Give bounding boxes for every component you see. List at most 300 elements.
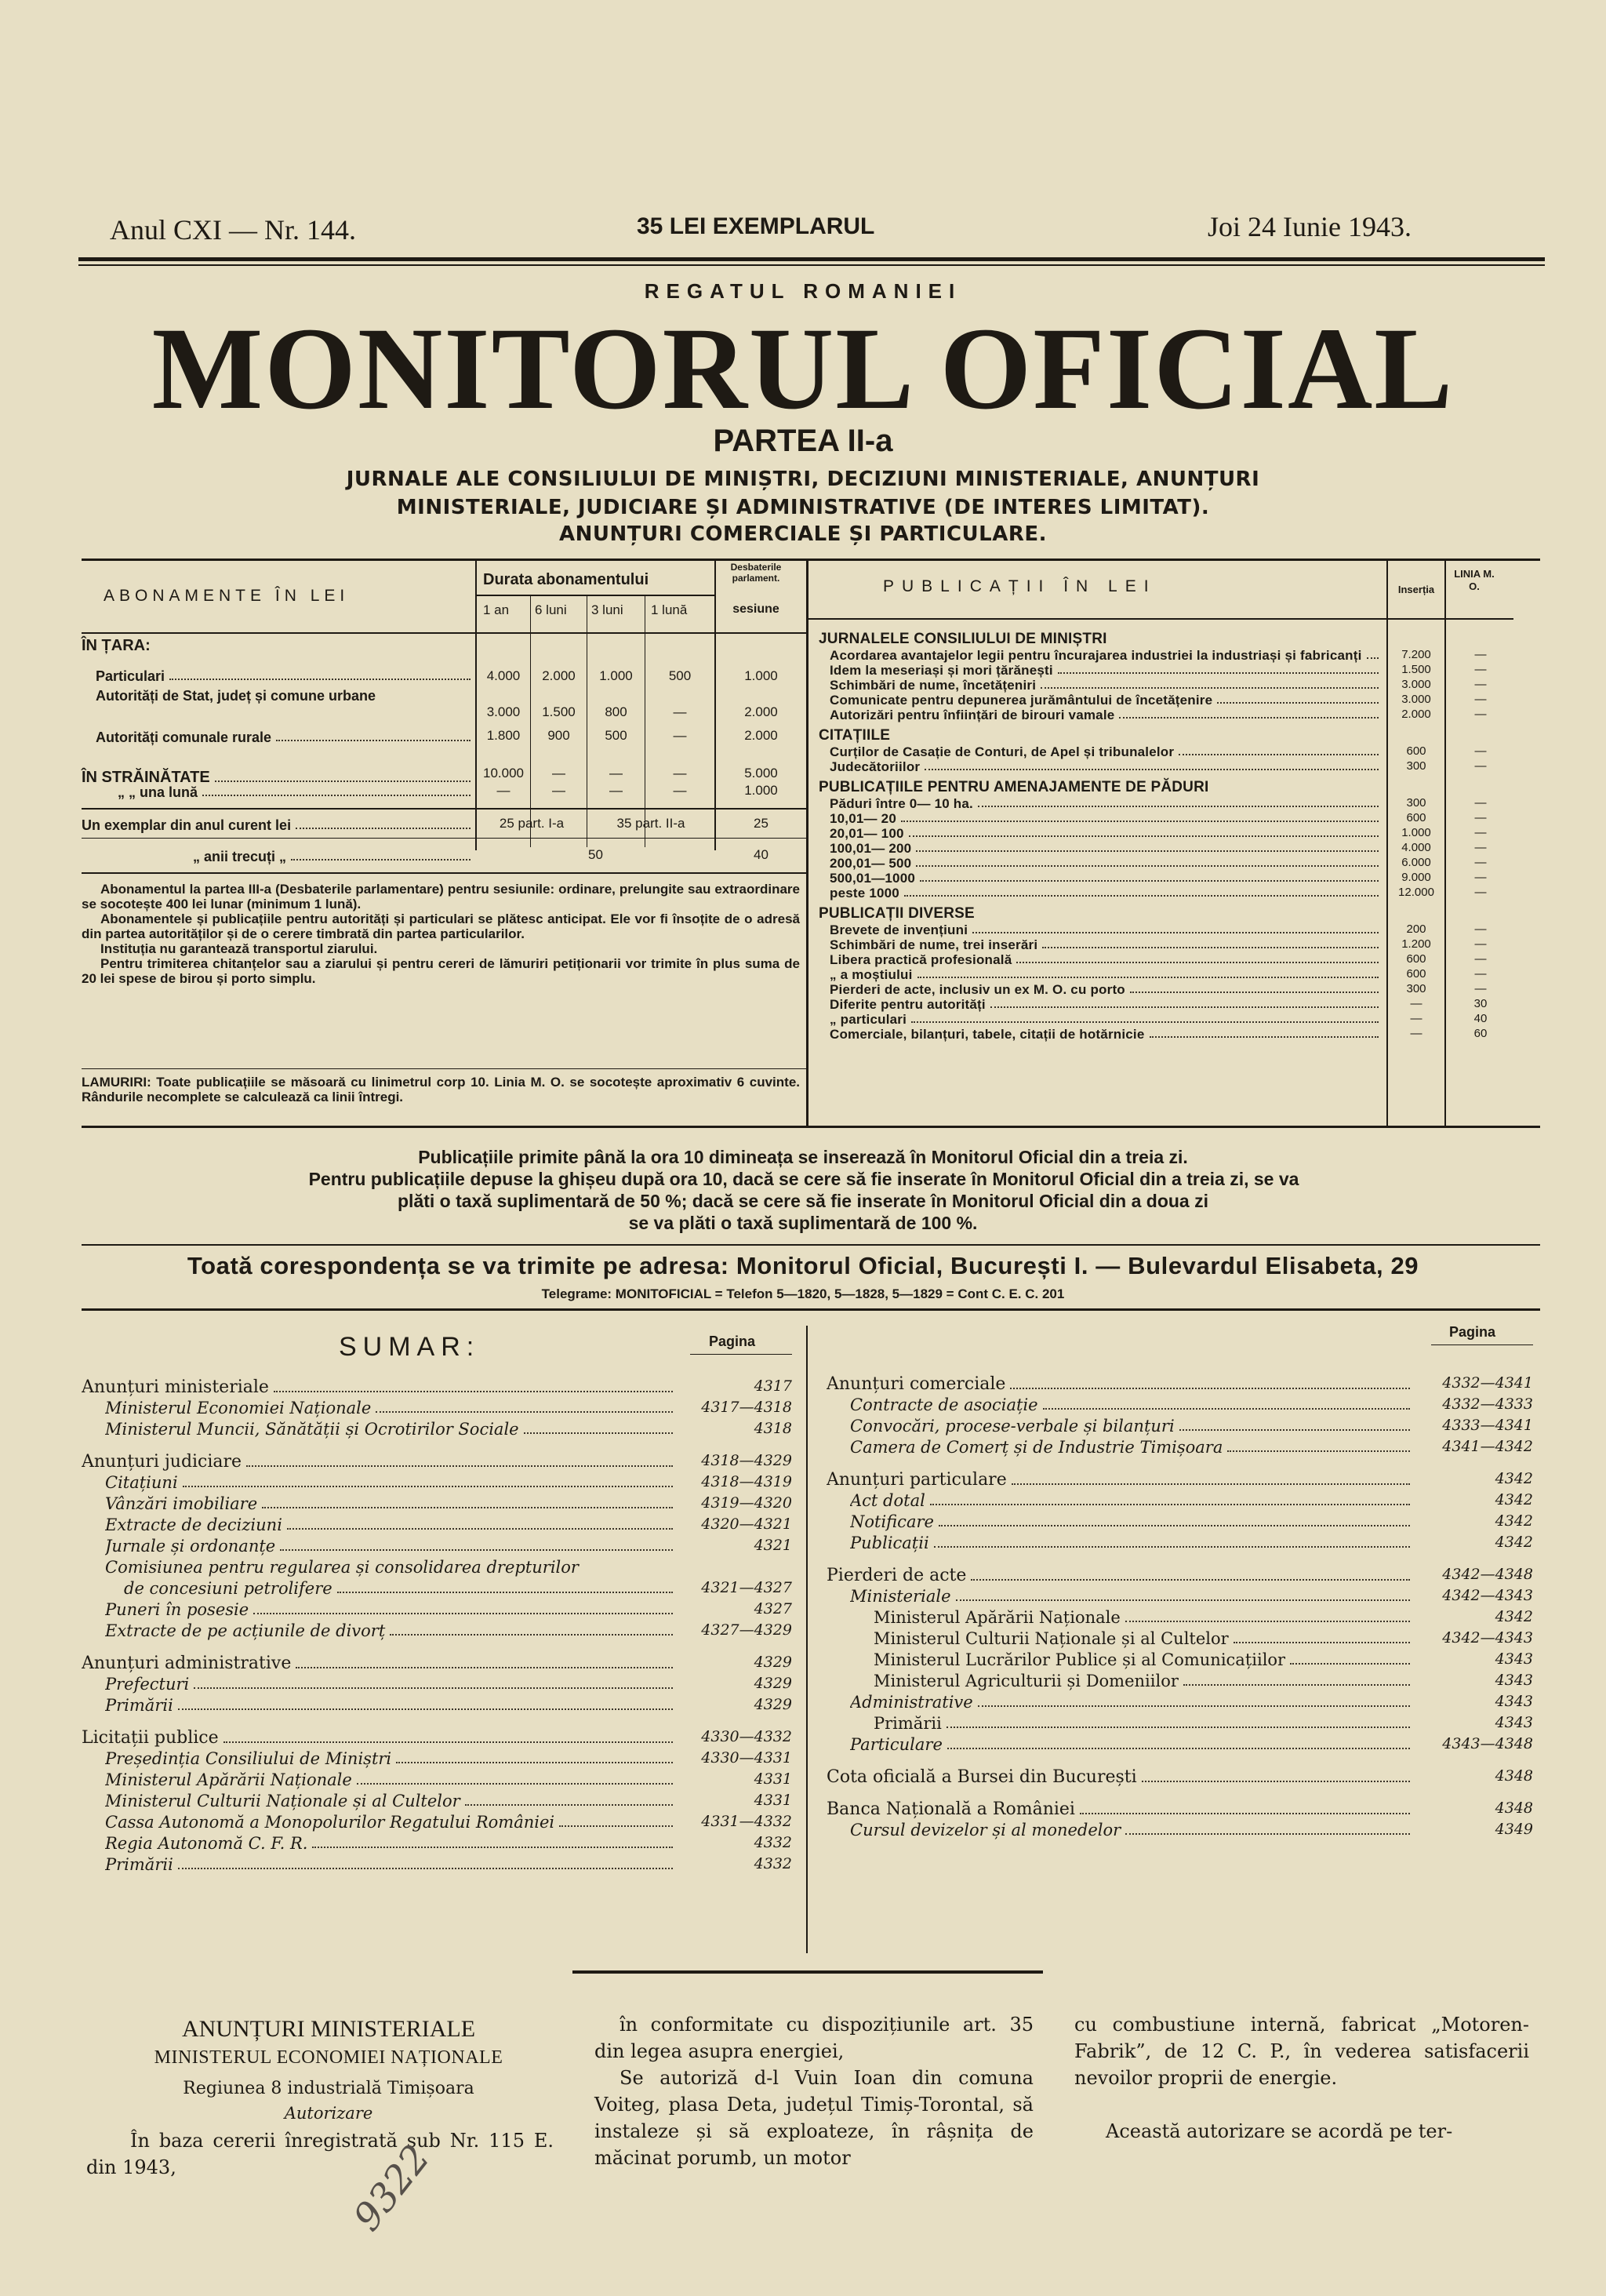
summary-entry-label: Extracte de pe acțiunile de divorț [105,1621,386,1640]
summary-entry [105,1675,678,1694]
pub-item-label: 200,01— 500 [830,856,912,871]
pub-insertia-value: 600 [1406,811,1426,824]
summary-entry-label: Primării [105,1696,173,1715]
summary-page-number: 4343 [1495,1672,1533,1689]
summary-entry [105,1696,678,1715]
summary-page-number: 4318—4319 [701,1473,792,1490]
pub-linia-value: — [1474,678,1487,691]
pub-linia-value: — [1474,937,1487,951]
summary-page-number: 4342—4348 [1442,1566,1533,1583]
summary-entry-label: Ministerul Culturii Naționale și al Cultelor [105,1792,460,1810]
summary-entry [105,1420,678,1439]
summary-entry-label: Cursul devizelor și al monedelor [850,1821,1121,1839]
pub-item [830,871,1383,886]
pub-insertia-value: 1.000 [1401,826,1431,839]
pub-item [830,886,1383,901]
pub-linia-value: — [1474,841,1487,854]
subs-cell: — [673,766,687,780]
summary-entry-label: Anunțuri administrative [82,1654,292,1673]
pub-item [830,856,1383,871]
summary-entry [850,1534,1415,1552]
summary-entry [105,1813,678,1832]
pub-item [830,796,1383,812]
summary-entry-label: Ministerul Culturii Naționale și al Cultelor [874,1629,1229,1648]
publications-header: PUBLICAȚII ÎN LEI [883,577,1157,595]
summary-entry [124,1579,678,1598]
summary-entry [105,1558,678,1577]
pub-section-title: JURNALELE CONSILIULUI DE MINIȘTRI [819,631,1107,647]
summary-entry-label: Publicații [850,1534,929,1552]
subs-cell: 10.000 [483,766,524,780]
summary-entry [850,1512,1415,1531]
pub-linia-value: — [1474,663,1487,676]
summary-entry [105,1792,678,1810]
correspondence-address: Toată corespondența se va trimite pe adresa: Monitorul Oficial, București I. — Bulevardul Elisabeta, 29 [187,1252,1419,1279]
summary-entry-label: Ministerul Apărării Naționale [874,1608,1121,1627]
pub-item-label: Diferite pentru autorități [830,997,986,1012]
section-divider [572,1970,1043,1974]
summary-page-number: 4348 [1495,1767,1533,1785]
summary-page-number: 4320—4321 [701,1516,792,1533]
summary-page-number: 4349 [1495,1821,1533,1838]
pub-item [830,841,1383,857]
pub-item-label: „ a moștiului [830,967,913,982]
article-col3b: Această autorizare se acordă pe ter- [1106,2120,1453,2142]
article-region: Regiunea 8 industrială Timișoara [183,2079,474,2098]
telegrams-line: Telegrame: MONITOFICIAL = Telefon 5—1820, 5—1828, 5—1829 = Cont C. E. C. 201 [541,1286,1065,1301]
summary-entry-label: Ministerul Agriculturii și Domeniilor [874,1672,1179,1690]
pub-linia-value: — [1474,708,1487,721]
summary-page-number: 4331 [754,1770,792,1788]
subs-row-autoritati: Autorități de Stat, județ și comune urbane [96,688,376,704]
summary-entry-label: Comisiunea pentru regularea și consolidarea drepturilor [105,1558,579,1577]
subs-cell: — [673,704,687,719]
pub-item [830,982,1383,998]
pub-item [830,708,1383,723]
summary-page-number: 4329 [754,1675,792,1692]
summary-title: SUMAR: [339,1332,481,1362]
summary-entry [105,1749,678,1768]
summary-page-number: 4348 [1495,1799,1533,1817]
pub-linia-value: 40 [1473,1012,1488,1025]
pub-item-label: Schimbări de nume, trei inserări [830,937,1038,952]
summary-entry [874,1672,1415,1690]
pub-section-title: PUBLICAȚIILE PENTRU AMENAJAMENTE DE PĂDURI [819,779,1209,795]
summary-entry [82,1728,678,1748]
pub-item-label: Judecătoriilor [830,759,921,774]
pub-insertia-value: 9.000 [1401,871,1431,884]
summary-entry-label: Anunțuri comerciale [827,1374,1006,1394]
pub-item-label: peste 1000 [830,886,899,901]
summary-page-number: 4342—4343 [1442,1629,1533,1646]
pub-insertia-value: 600 [1406,952,1426,966]
issue-number: Anul CXI — Nr. 144. [110,214,356,246]
subs-cell: — [673,783,687,798]
subscriptions-header: ABONAMENTE ÎN LEI [104,587,350,605]
pub-item [830,952,1383,968]
summary-entry-label: Act dotal [850,1491,925,1510]
summary-entry [850,1821,1415,1839]
handwritten-number: 9322 [345,2136,439,2240]
pub-item-label: 100,01— 200 [830,841,912,856]
pub-insertia-value: 6.000 [1401,856,1431,869]
pub-item [830,648,1383,664]
pub-item-label: 500,01—1000 [830,871,916,886]
pub-item-label: Schimbări de nume, încetățeniri [830,678,1037,693]
summary-entry-label: Particulare [850,1735,943,1754]
summary-page-number: 4327—4329 [701,1621,792,1639]
summary-page-number: 4342 [1495,1491,1533,1508]
col-linia: LINIA M. O. [1454,568,1495,592]
subs-row-strainatate: ÎN STRĂINĂTATE [82,769,475,787]
article-col1: În baza cererii înregistrată sub Nr. 115 E. din 1943, [86,2130,554,2178]
desbateri-header: Desbaterile parlament. [730,562,782,584]
notice-line-3: plăti o taxă suplimentară de 50 %; dacă se cere să fie inserate în Monitorul Oficial din a doua zi [397,1191,1209,1211]
part-label: PARTEA II-a [713,424,893,458]
subs-cell: — [496,783,511,798]
summary-entry-label: Ministerul Apărării Naționale [105,1770,352,1789]
note-2: Abonamentele și publicațiile pentru autorități și particulari se plătesc anticipat. Ele vor fi însoțite de o adresă din partea autorităților și de o cerere timbrată din partea particularilor. [82,911,800,941]
subs-cell: 1.500 [542,704,576,719]
summary-page-number: 4329 [754,1696,792,1713]
summary-entry-label: de concesiuni petrolifere [124,1579,332,1598]
summary-entry-label: Prefecturi [105,1675,190,1694]
summary-entry [874,1629,1415,1648]
pub-linia-value: — [1474,693,1487,706]
subs-cell: — [552,766,565,780]
subs-cell: 25 part. I-a [499,816,565,831]
summary-entry-label: Camera de Comerț și de Industrie Timișoara [850,1438,1223,1457]
pub-item-label: Idem la meseriași și mori țărănești [830,663,1053,678]
pub-item-label: Autorizări pentru înființări de birouri vamale [830,708,1115,722]
subs-cell: 1.800 [486,728,521,743]
pub-insertia-value: 300 [1406,759,1426,773]
summary-page-number: 4343 [1495,1714,1533,1731]
pub-item [830,1012,1383,1028]
pub-item [830,967,1383,983]
summary-entry [827,1566,1415,1585]
summary-pagina-left: Pagina [709,1334,756,1349]
pub-linia-value: — [1474,759,1487,773]
summary-page-number: 4343 [1495,1693,1533,1710]
table-center-divider [806,560,808,1126]
pub-linia-value: — [1474,856,1487,869]
summary-entry [105,1516,678,1534]
pub-item-label: Comerciale, bilanțuri, tabele, citații de hotărnicie [830,1027,1145,1042]
summary-entry-label: Convocări, procese-verbale și bilanțuri [850,1417,1175,1435]
pub-item-label: 20,01— 100 [830,826,904,841]
pub-linia-value: — [1474,796,1487,810]
pub-insertia-value: 200 [1406,922,1426,936]
summary-page-number: 4327 [754,1600,792,1617]
summary-page-number: 4342 [1495,1512,1533,1530]
subs-cell: 3.000 [486,704,521,719]
subs-cell: — [609,783,623,798]
pub-item-label: Libera practică profesională [830,952,1012,967]
pub-insertia-value: 3.000 [1401,693,1431,706]
summary-entry-label: Primării [874,1714,942,1733]
summary-entry-label: Cassa Autonomă a Monopolurilor Regatului României [105,1813,555,1832]
summary-entry-label: Regia Autonomă C. F. R. [105,1834,308,1853]
pub-item [830,1027,1383,1042]
article-col2a: în conformitate cu dispozițiunile art. 35 din legea asupra energiei, [594,2014,1034,2062]
summary-entry-label: Puneri în posesie [105,1600,249,1619]
summary-entry-label: Pierderi de acte [827,1566,967,1585]
summary-page-number: 4317—4318 [701,1399,792,1416]
pub-linia-value: 60 [1473,1027,1488,1040]
summary-entry [82,1377,678,1397]
pub-item-label: Brevete de invențiuni [830,922,968,937]
summary-page-number: 4331—4332 [701,1813,792,1830]
pub-item [830,744,1383,760]
subs-cell: 1.000 [599,668,633,683]
summary-entry [850,1395,1415,1414]
summary-entry-label: Anunțuri judiciare [82,1452,242,1472]
pub-linia-value: — [1474,886,1487,899]
pub-item [830,663,1383,679]
pub-item-label: „ particulari [830,1012,907,1027]
summary-page-number: 4332 [754,1834,792,1851]
pub-item-label: Pierderi de acte, inclusiv un ex M. O. cu porto [830,982,1125,997]
summary-entry [827,1374,1415,1394]
summary-page-number: 4332 [754,1855,792,1872]
subs-header-rule [82,632,806,634]
pub-item [830,811,1383,827]
table-top-rule [82,559,1540,561]
subs-cell: 900 [547,728,570,743]
subs-cell: 25 [754,816,768,831]
pub-linia-value: — [1474,922,1487,936]
summary-entry [105,1473,678,1492]
summary-page-number: 4321 [754,1537,792,1554]
summary-entry [850,1735,1415,1754]
summary-page-number: 4330—4332 [701,1728,792,1745]
notice-line-1: Publicațiile primite până la ora 10 dimineața se inserează în Monitorul Oficial din a treia zi. [418,1147,1188,1167]
subtitle-line-1: JURNALE ALE CONSILIULUI DE MINIȘTRI, DECIZIUNI MINISTERIALE, ANUNȚURI [346,468,1260,491]
article-ministry: MINISTERUL ECONOMIEI NAȚIONALE [154,2047,503,2068]
pub-insertia-value: 1.200 [1401,937,1431,951]
article-col3a: cu combustiune internă, fabricat „Motoren-Fabrik”, de 12 C. P., în vederea satisfacerii nevoilor proprii de energie. [1074,2014,1529,2089]
summary-page-number: 4330—4331 [701,1749,792,1767]
summary-page-number: 4331 [754,1792,792,1809]
summary-page-number: 4342 [1495,1470,1533,1487]
summary-entry-label: Ministerul Lucrărilor Publice și al Comunicațiilor [874,1650,1286,1669]
article-type: Autorizare [284,2104,373,2123]
pub-insertia-value: — [1410,997,1423,1010]
summary-entry [105,1399,678,1417]
subs-row-rurale: Autorități comunale rurale [96,730,475,746]
summary-page-number: 4319—4320 [701,1494,792,1512]
lamuriri-note: LAMURIRI: Toate publicațiile se măsoară cu linimetrul corp 10. Linia M. O. se socotește aproximativ 6 cuvinte. Rândurile necomplete se calculează ca linii întregi. [82,1075,800,1104]
subtitle-line-2: MINISTERIALE, JUDICIARE ȘI ADMINISTRATIVE (DE INTERES LIMITAT). [396,496,1210,519]
pub-insertia-value: — [1410,1027,1423,1040]
summary-page-number: 4317 [754,1377,792,1395]
summary-entry [827,1767,1415,1787]
summary-page-number: 4342 [1495,1534,1533,1551]
price: 35 LEI EXEMPLARUL [637,213,875,239]
pub-insertia-value: 300 [1406,982,1426,995]
subs-cell: 2.000 [744,728,778,743]
pub-item [830,826,1383,842]
pub-item-label: Comunicate pentru depunerea jurământului de încetățenire [830,693,1213,708]
pub-item-label: Păduri între 0— 10 ha. [830,796,973,811]
summary-entry-label: Primării [105,1855,173,1874]
subs-row-anii-trecuti: „ anii trecuți „ [193,849,475,865]
issue-date: Joi 24 Iunie 1943. [1208,211,1412,242]
summary-page-number: 4318—4329 [701,1452,792,1469]
masthead-rule-top-thin [78,264,1545,266]
subs-cell: 800 [605,704,627,719]
pub-insertia-value: 4.000 [1401,841,1431,854]
summary-entry [850,1491,1415,1510]
duration-header: Durata abonamentului [483,571,649,588]
summary-entry-label: Ministerul Muncii, Sănătății și Ocrotirilor Sociale [105,1420,519,1439]
pub-item [830,759,1383,775]
summary-pagina-right: Pagina [1449,1324,1496,1340]
summary-entry [874,1608,1415,1627]
summary-entry [82,1654,678,1673]
subs-cell: 35 part. II-a [616,816,685,831]
summary-page-number: 4329 [754,1654,792,1671]
subs-cell: 50 [588,847,603,862]
summary-page-number: 4343 [1495,1650,1533,1668]
subs-cell: 40 [754,847,768,862]
col-insertia: Inserția [1397,584,1435,595]
summary-entry [850,1587,1415,1606]
pub-insertia-value: 3.000 [1401,678,1431,691]
subs-cell: — [609,766,623,780]
pub-insertia-value: 12.000 [1398,886,1434,899]
summary-entry-label: Jurnale și ordonanțe [105,1537,276,1556]
newspaper-title: MONITORUL OFICIAL [151,304,1455,434]
subs-cell: — [552,783,565,798]
pub-linia-value: — [1474,826,1487,839]
summary-entry [105,1494,678,1513]
pub-section-title: CITAȚIILE [819,727,891,744]
in-tara-label: ÎN ȚARA: [82,637,151,654]
article-heading: ANUNȚURI MINISTERIALE [181,2016,476,2042]
subs-cell: 5.000 [744,766,778,780]
article-col2b: Se autoriză d-l Vuin Ioan din comuna Voiteg, plasa Deta, județul Timiș-Torontal, să instaleze și să exploateze, în râșnița de măcinat porumb, un motor [594,2067,1034,2169]
pub-item-label: 10,01— 20 [830,811,896,826]
subtitle-line-3: ANUNȚURI COMERCIALE ȘI PARTICULARE. [559,522,1047,546]
subs-cell: 500 [668,668,692,683]
summary-entry [850,1417,1415,1435]
subs-cell: 1.000 [744,668,778,683]
pub-insertia-value: 600 [1406,744,1426,758]
summary-entry [827,1799,1415,1819]
summary-entry-label: Vânzări imobiliare [105,1494,258,1513]
subs-row-una-luna: „ „ una lună [118,784,475,801]
pub-section-title: PUBLICAȚII DIVERSE [819,905,975,922]
subs-cell: 1.000 [744,783,778,798]
note-1: Abonamentul la partea III-a (Desbaterile parlamentare) pentru sesiunile: ordinare, prelungite sau extraordinare se socotește 400 lei lunar (minimum 1 lună). [82,882,800,911]
summary-page-number: 4332—4333 [1442,1395,1533,1413]
summary-entry [874,1650,1415,1669]
summary-entry [82,1452,678,1472]
summary-entry-label: Banca Națională a României [827,1799,1075,1819]
pub-item-label: Curților de Casație de Conturi, de Apel și tribunalelor [830,744,1175,759]
table-bottom-rule [82,1126,1540,1128]
pub-insertia-value: 7.200 [1401,648,1431,661]
pub-linia-value: — [1474,871,1487,884]
pub-linia-value: — [1474,648,1487,661]
pub-linia-value: 30 [1473,997,1488,1010]
subs-cell: 4.000 [486,668,521,683]
col-6-luni: 6 luni [535,602,567,617]
summary-entry-label: Anunțuri ministeriale [82,1377,269,1397]
subs-cell: — [673,728,687,743]
summary-page-number: 4333—4341 [1442,1417,1533,1434]
summary-entry-label: Cota oficială a Bursei din București [827,1767,1137,1787]
summary-entry [874,1714,1415,1733]
pub-insertia-value: 300 [1406,796,1426,810]
pub-item [830,997,1383,1013]
subs-cell: 2.000 [542,668,576,683]
summary-entry-label: Extracte de deciziuni [105,1516,282,1534]
pub-item-label: Acordarea avantajelor legii pentru încurajarea industriei la industriași și fabricanți [830,648,1362,663]
pub-linia-value: — [1474,811,1487,824]
pub-item [830,693,1383,708]
summary-entry [105,1537,678,1556]
col-1-luna: 1 lună [651,602,688,617]
pub-insertia-value: 1.500 [1401,663,1431,676]
pub-item [830,922,1383,938]
masthead-rule-top [78,257,1545,261]
pub-linia-value: — [1474,967,1487,981]
pub-linia-value: — [1474,982,1487,995]
pub-item [830,937,1383,953]
summary-page-number: 4332—4341 [1442,1374,1533,1392]
summary-entry [850,1693,1415,1712]
summary-entry [105,1770,678,1789]
summary-entry [105,1621,678,1640]
subs-cell: 2.000 [744,704,778,719]
subscription-notes [82,882,800,986]
summary-entry-label: Citațiuni [105,1473,178,1492]
summary-page-number: 4318 [754,1420,792,1437]
pub-linia-value: — [1474,744,1487,758]
pub-linia-value: — [1474,952,1487,966]
summary-entry-label: Ministerul Economiei Naționale [105,1399,372,1417]
summary-page-number: 4341—4342 [1442,1438,1533,1455]
summary-entry [105,1834,678,1853]
summary-entry-label: Ministeriale [850,1587,951,1606]
pub-item [830,678,1383,693]
summary-entry [827,1470,1415,1490]
col-3-luni: 3 luni [591,602,623,617]
pub-insertia-value: 600 [1406,967,1426,981]
summary-page-number: 4342—4343 [1442,1587,1533,1604]
summary-entry-label: Contracte de asociație [850,1395,1038,1414]
notice-line-4: se va plăti o taxă suplimentară de 100 %. [628,1213,978,1233]
kingdom-label: REGATUL ROMANIEI [644,279,962,303]
summary-entry [105,1600,678,1619]
subs-row-exemplar: Un exemplar din anul curent lei [82,817,475,834]
pub-insertia-value: — [1410,1012,1423,1025]
summary-entry [850,1438,1415,1457]
summary-page-number: 4321—4327 [701,1579,792,1596]
summary-entry-label: Președinția Consiliului de Miniștri [105,1749,392,1768]
summary-page-number: 4342 [1495,1608,1533,1625]
subs-cell: 500 [605,728,627,743]
summary-entry-label: Licitații publice [82,1728,219,1748]
subs-row-particulari: Particulari [96,668,475,685]
summary-page-number: 4343—4348 [1442,1735,1533,1752]
col-1-an: 1 an [483,602,510,617]
summary-entry [105,1855,678,1874]
summary-entry-label: Anunțuri particulare [827,1470,1007,1490]
